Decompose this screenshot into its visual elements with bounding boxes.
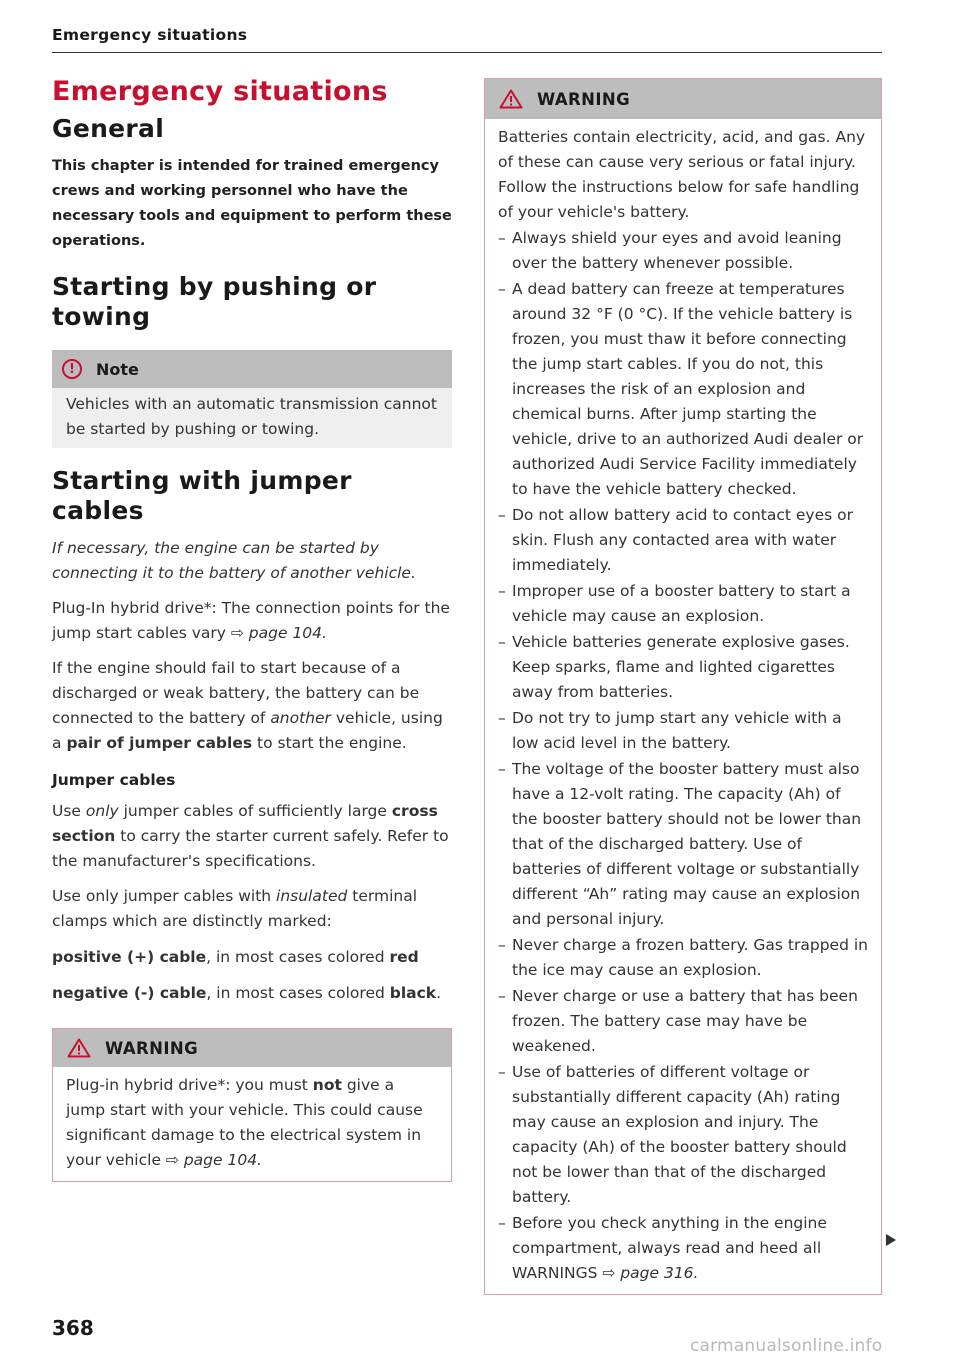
battery-warning-header: [485, 79, 881, 119]
use-text-a: Use: [52, 802, 86, 820]
continue-arrow-icon: [886, 1234, 896, 1246]
note-label: Note: [96, 359, 139, 379]
neg-text-a: negative (-) cable: [52, 984, 207, 1002]
page-number: 368: [52, 1316, 94, 1340]
neg-text-b: , in most cases colored: [206, 984, 390, 1002]
list-item: – Always shield your eyes and avoid leaning over the battery whenever possible.: [498, 226, 868, 276]
fail-text-a: If the engine should fail to start because of a discharged or weak battery, the battery can be connected to the battery of: [52, 659, 420, 727]
list-item: – Use of batteries of different voltage or substantially different capacity (Ah) rating may cause an explosion and injury. The capacity (Ah) of the booster battery should not be lower than that of the discharged battery.: [498, 1060, 868, 1210]
neg-text-d: .: [436, 984, 442, 1002]
plugin-warning-text-c: give a jump start with your vehicle. This could cause significant damage to the electrical system in your vehicle: [66, 1076, 423, 1169]
last-item-page-ref[interactable]: ⇨ page 316.: [602, 1264, 699, 1282]
chapter-title: Emergency situations: [52, 76, 388, 107]
info-circle-icon: !: [62, 359, 82, 379]
ins-text-a: Use only jumper cables with: [52, 887, 277, 905]
list-item: – Do not try to jump start any vehicle with a low acid level in the battery.: [498, 706, 868, 756]
neg-text-c: black: [389, 984, 437, 1002]
battery-warning-box: [484, 78, 882, 1295]
pos-text-a: positive (+) cable: [52, 948, 207, 966]
use-text-c: jumper cables of sufficiently large: [118, 802, 392, 820]
watermark: carmanualsonline.info: [690, 1336, 883, 1356]
list-item: – Do not allow battery acid to contact eyes or skin. Flush any contacted area with water immediately.: [498, 503, 868, 578]
positive-cable-line: [52, 945, 452, 970]
battery-warning-label: WARNING: [537, 89, 631, 109]
list-item: – Never charge a frozen battery. Gas trapped in the ice may cause an explosion.: [498, 933, 868, 983]
plugin-warning-box: [52, 1028, 452, 1182]
fail-text-d: pair of jumper cables: [66, 734, 253, 752]
ins-text-b: insulated: [276, 887, 348, 905]
list-item-last: [498, 1211, 868, 1286]
general-lead: This chapter is intended for trained emergency crews and working personnel who have the necessary tools and equipment to perform these operations.: [52, 158, 452, 249]
use-text-e: to carry the starter current safely. Refer to the manufacturer's specifications.: [52, 827, 449, 870]
use-text-d: cross section: [52, 802, 438, 845]
fail-text-e: to start the engine.: [252, 734, 407, 752]
plugin-page-ref[interactable]: ⇨ page 104.: [230, 624, 327, 642]
warning-triangle-icon: [67, 1038, 91, 1058]
list-item: – Vehicle batteries generate explosive gases. Keep sparks, flame and lighted cigarettes away from batteries.: [498, 630, 868, 705]
fail-text-b: another: [270, 709, 331, 727]
plugin-paragraph: [52, 596, 452, 646]
pos-text-b: , in most cases colored: [206, 948, 390, 966]
note-header: [52, 350, 452, 388]
use-paragraph: [52, 799, 452, 874]
use-text-b: only: [85, 802, 119, 820]
plugin-warning-text-a: Plug-in hybrid drive*: you must: [66, 1076, 313, 1094]
battery-warning-body: [485, 119, 881, 1294]
list-item: – Never charge or use a battery that has been frozen. The battery case may have be weakened.: [498, 984, 868, 1059]
plugin-warning-text-b: not: [312, 1076, 342, 1094]
pos-text-c: red: [389, 948, 419, 966]
fail-text-c: vehicle, using a: [52, 709, 443, 752]
negative-cable-line: [52, 981, 452, 1006]
jumper-title: Starting with jumper cables: [52, 466, 352, 525]
last-item-text: Before you check anything in the engine compartment, always read and heed all WARNINGS: [512, 1214, 827, 1282]
plugin-text: Plug-In hybrid drive*: The connection points for the jump start cables vary: [52, 599, 450, 642]
insulated-paragraph: [52, 884, 452, 934]
note-text: Vehicles with an automatic transmission cannot be started by pushing or towing.: [66, 395, 437, 438]
list-item: – Improper use of a booster battery to start a vehicle may cause an explosion.: [498, 579, 868, 629]
list-item: – A dead battery can freeze at temperatures around 32 °F (0 °C). If the vehicle battery is frozen, you must thaw it before connecting the jump start cables. If you do not, this increases the risk of an explosion and chemical burns. After jump starting the vehicle, drive to an authorized Audi dealer or authorized Audi Service Facility immediately to have the vehicle battery checked.: [498, 277, 868, 502]
list-item: – The voltage of the booster battery must also have a 12-volt rating. The capacity (Ah) of the booster battery should not be lower than that of the discharged battery. Use of batteries of different voltage or substantially different “Ah” rating may cause an explosion and personal injury.: [498, 757, 868, 932]
left-column: [52, 76, 452, 1182]
header-rule: [52, 52, 882, 53]
fail-paragraph: [52, 656, 452, 756]
plugin-warning-page-ref[interactable]: ⇨ page 104.: [165, 1151, 262, 1169]
right-column: [484, 78, 882, 1295]
general-title: General: [52, 114, 165, 143]
plugin-warning-text: [53, 1067, 451, 1181]
battery-warning-list: [498, 226, 868, 1286]
note-box: [52, 350, 452, 448]
ins-text-c: terminal clamps which are distinctly marked:: [52, 887, 418, 930]
warning-triangle-icon: [499, 89, 523, 109]
pushing-title: Starting by pushing or towing: [52, 272, 377, 331]
plugin-warning-label: WARNING: [105, 1038, 199, 1058]
running-header: Emergency situations: [52, 26, 248, 44]
cables-heading: Jumper cables: [52, 771, 176, 789]
battery-warning-intro: Batteries contain electricity, acid, and gas. Any of these can cause very serious or fatal injury. Follow the instructions below for safe handling of your vehicle's battery.: [498, 128, 866, 221]
jumper-intro: If necessary, the engine can be started by connecting it to the battery of another vehicle.: [52, 539, 416, 582]
plugin-warning-header: [53, 1029, 451, 1067]
